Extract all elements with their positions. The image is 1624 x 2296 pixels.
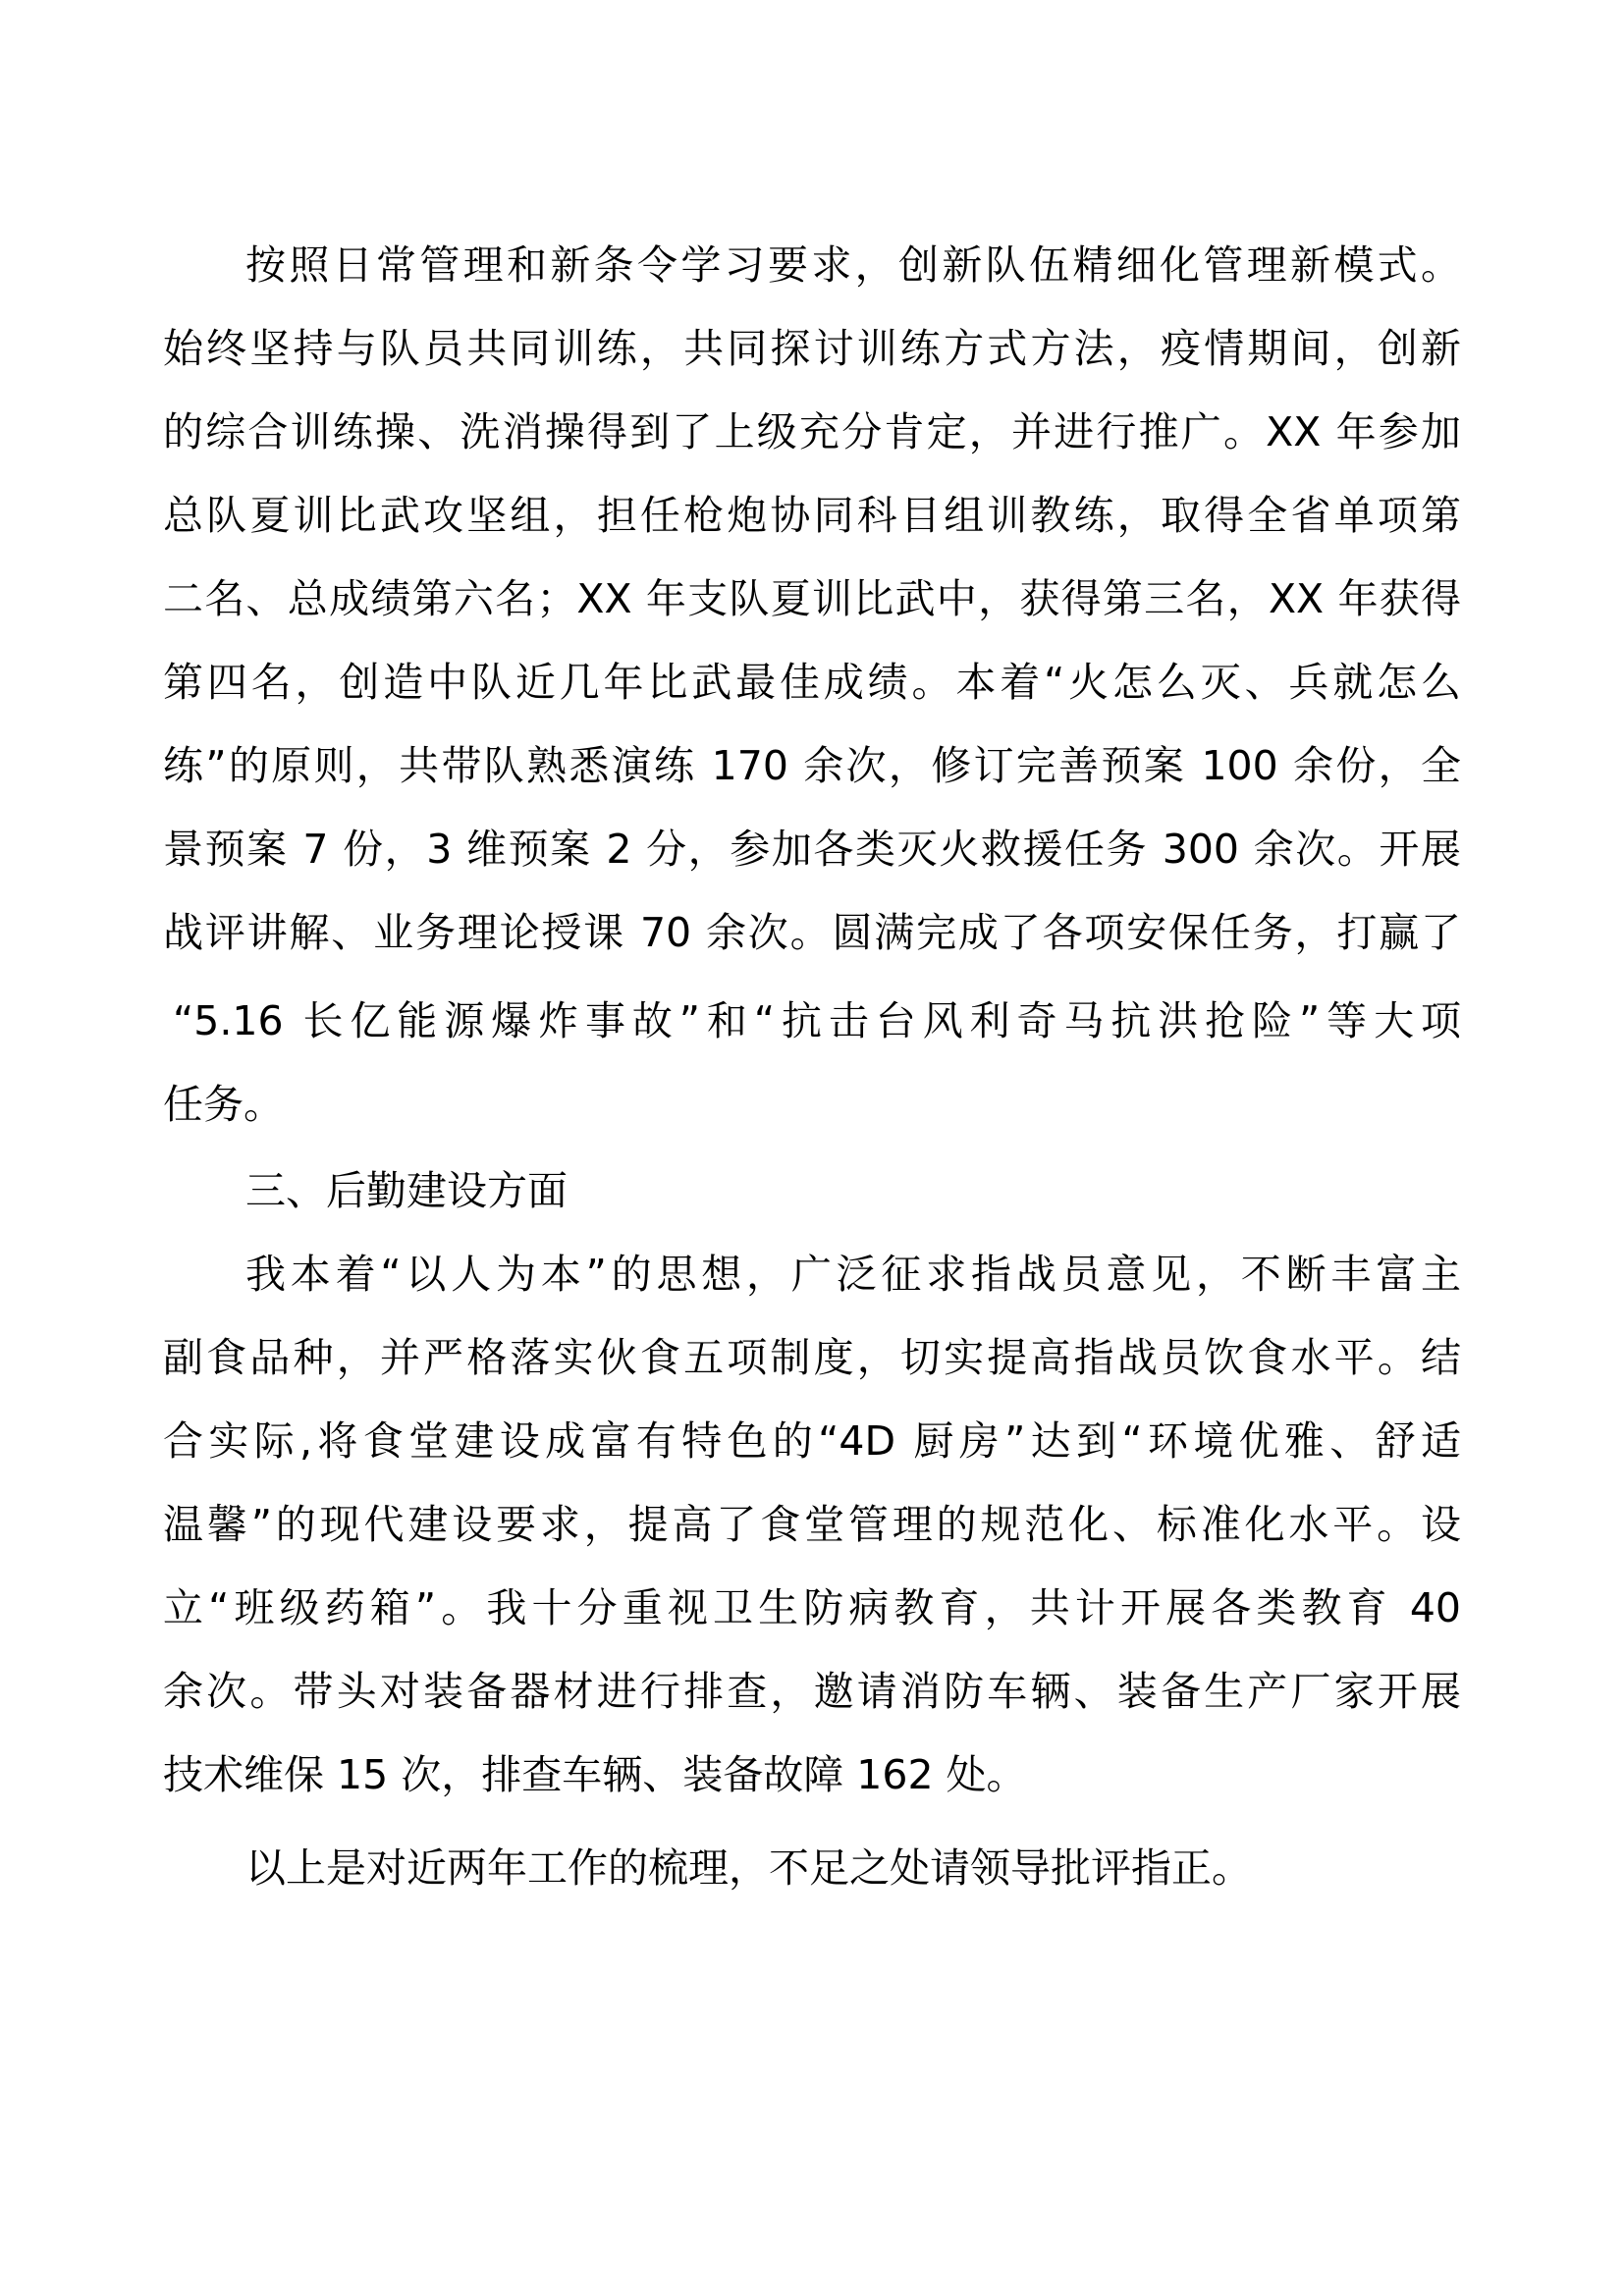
paragraph-2-line-7: 技术维保 15 次，排查车辆、装备故障 162 处。 xyxy=(163,1751,1027,1798)
paragraph-1-line-9: 战评讲解、业务理论授课 70 余次。圆满完成了各项安保任务，打赢了 xyxy=(163,909,1461,956)
paragraph-2-line-6: 余次。带头对装备器材进行排查，邀请消防车辆、装备生产厂家开展 xyxy=(163,1668,1461,1715)
paragraph-1-line-2: 始终坚持与队员共同训练，共同探讨训练方式方法，疫情期间，创新 xyxy=(163,325,1461,372)
paragraph-1-line-1: 按照日常管理和新条令学习要求，创新队伍精细化管理新模式。 xyxy=(245,241,1461,289)
closing-paragraph: 以上是对近两年工作的梳理，不足之处请领导批评指正。 xyxy=(245,1844,1252,1892)
paragraph-1-line-6: 第四名，创造中队近几年比武最佳成绩。本着“火怎么灭、兵就怎么 xyxy=(163,659,1461,706)
paragraph-2-line-4: 温馨”的现代建设要求，提高了食堂管理的规范化、标准化水平。设 xyxy=(163,1501,1461,1548)
paragraph-2-line-3: 合实际,将食堂建设成富有特色的“4D 厨房”达到“环境优雅、舒适 xyxy=(163,1417,1461,1465)
paragraph-1-line-5: 二名、总成绩第六名；XX 年支队夏训比武中，获得第三名，XX 年获得 xyxy=(163,575,1461,622)
paragraph-2-line-5: 立“班级药箱”。我十分重视卫生防病教育，共计开展各类教育 40 xyxy=(163,1584,1461,1631)
paragraph-2-line-2: 副食品种，并严格落实伙食五项制度，切实提高指战员饮食水平。结 xyxy=(163,1334,1461,1381)
paragraph-1-line-4: 总队夏训比武攻坚组，担任枪炮协同科目组训教练，取得全省单项第 xyxy=(163,492,1461,539)
paragraph-1-line-11: 任务。 xyxy=(163,1081,284,1128)
paragraph-2-line-1: 我本着“以人为本”的思想，广泛征求指战员意见，不断丰富主 xyxy=(245,1251,1461,1298)
paragraph-1-line-3: 的综合训练操、洗消操得到了上级充分肯定，并进行推广。XX 年参加 xyxy=(163,408,1461,455)
paragraph-1-line-10: “5.16 长亿能源爆炸事故”和“抗击台风利奇马抗洪抢险”等大项 xyxy=(173,997,1461,1044)
paragraph-1-line-8: 景预案 7 份，3 维预案 2 分，参加各类灭火救援任务 300 余次。开展 xyxy=(163,826,1461,873)
section-heading-logistics: 三、后勤建设方面 xyxy=(245,1167,568,1214)
paragraph-1-line-7: 练”的原则，共带队熟悉演练 170 余次，修订完善预案 100 余份，全 xyxy=(163,742,1461,789)
